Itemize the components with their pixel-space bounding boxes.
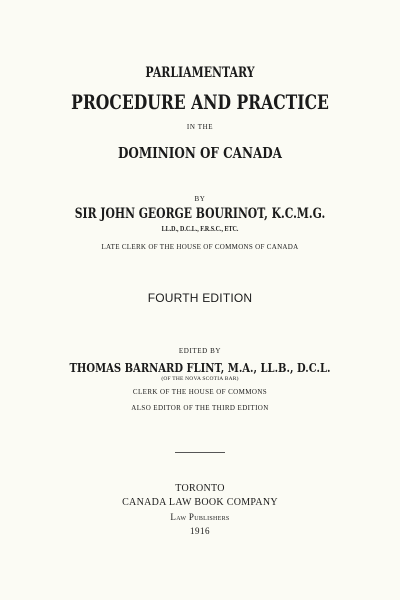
publisher-company: CANADA LAW BOOK COMPANY (122, 497, 278, 508)
title-line-in-the: IN THE (186, 123, 214, 131)
publisher-role: Law Publishers (170, 512, 230, 522)
title-line-procedure: PROCEDURE AND PRACTICE (71, 90, 329, 114)
editor-edited-by-label: EDITED BY (178, 347, 222, 355)
editor-bar: (OF THE NOVA SCOTIA BAR) (161, 376, 239, 382)
publisher-city: TORONTO (175, 483, 225, 494)
title-line-parliamentary: PARLIAMENTARY (145, 65, 255, 81)
publisher-year: 1916 (190, 526, 210, 536)
title-line-dominion: DOMINION OF CANADA (118, 144, 282, 162)
divider-rule (175, 452, 225, 453)
editor-position: CLERK OF THE HOUSE OF COMMONS (132, 388, 268, 396)
author-name: SIR JOHN GEORGE BOURINOT, K.C.M.G. (74, 206, 326, 222)
editor-name: THOMAS BARNARD FLINT, M.A., LL.B., D.C.L. (69, 360, 331, 375)
editor-note: ALSO EDITOR OF THE THIRD EDITION (131, 404, 269, 412)
author-position: LATE CLERK OF THE HOUSE OF COMMONS OF CANADA (101, 243, 299, 251)
author-by-label: BY (194, 195, 206, 203)
author-degrees: LL.D., D.C.L., F.R.S.C., ETC. (161, 225, 239, 233)
edition-label: FOURTH EDITION (147, 291, 253, 305)
